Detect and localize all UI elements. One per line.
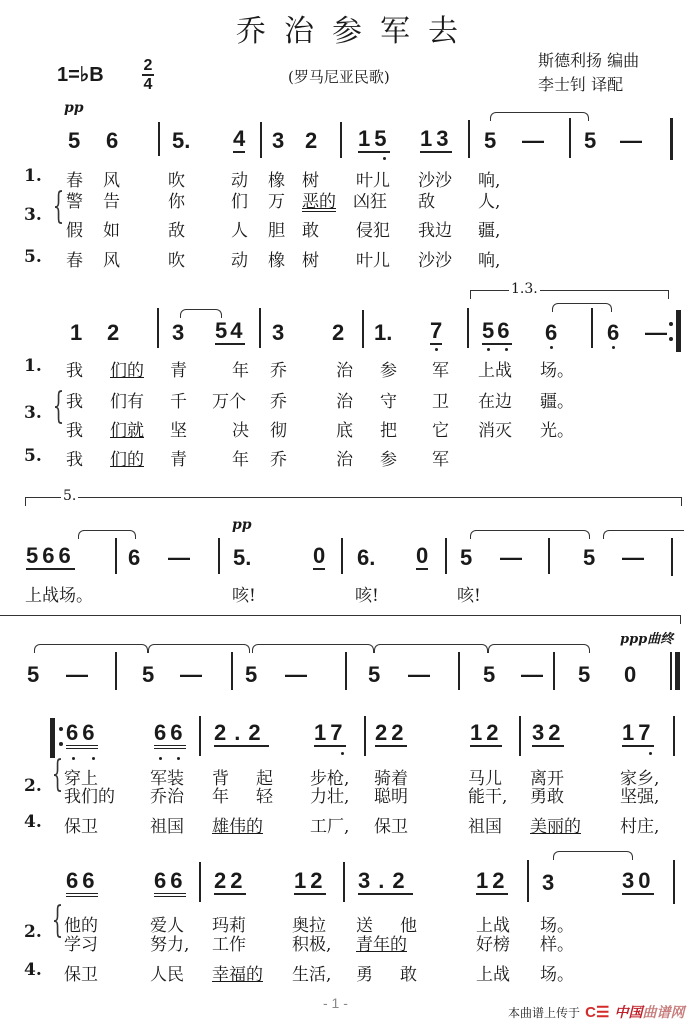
lyric: 背: [212, 769, 229, 789]
bar-line: [115, 538, 117, 574]
lyric: 把: [380, 421, 397, 441]
tie: [470, 530, 590, 539]
dash: —: [645, 320, 667, 345]
lyric: 上战: [478, 361, 512, 381]
credit-arranger: 斯德利扬 编曲: [538, 51, 640, 70]
bar-line: [670, 118, 673, 160]
lyric: 卫: [432, 392, 449, 412]
repeat-dot: [669, 337, 673, 341]
dash: —: [521, 662, 543, 687]
note: 3: [542, 870, 555, 895]
subtitle: (罗马尼亚民歌): [288, 68, 390, 86]
site-logo-text-b: 曲谱网: [642, 1004, 685, 1020]
lyric: 光。: [540, 421, 574, 441]
bar-line: [158, 122, 160, 156]
bar-line: [343, 862, 345, 902]
lyric: 敌: [418, 192, 435, 212]
lyric: 祖国: [150, 817, 184, 837]
lyric: 千: [170, 392, 187, 412]
low-octave-dot: [92, 757, 95, 760]
lyric: 在边: [478, 392, 512, 412]
bar-line: [553, 652, 555, 690]
bar-line: [569, 118, 571, 158]
verse-label: 1.: [24, 166, 42, 186]
bar-line: [673, 860, 675, 904]
lyric: 胆: [268, 221, 285, 241]
lyric: 力壮,: [310, 787, 350, 807]
note: 5: [142, 662, 155, 687]
lyric: 他: [400, 916, 417, 936]
tie: [552, 303, 612, 312]
bar-line: [519, 716, 521, 756]
time-sig-top: 2: [143, 57, 153, 74]
low-octave-dot: [341, 752, 344, 755]
credit-translator: 李士钊 译配: [538, 75, 624, 94]
bar-line: [548, 538, 550, 574]
note: 5: [583, 545, 596, 570]
note: 5: [27, 662, 40, 687]
lyric: 沙沙: [418, 171, 452, 191]
lyric: 样。: [540, 935, 574, 955]
bar-line: [345, 652, 347, 690]
lyric: 万: [268, 192, 285, 212]
lyric: 们就: [110, 421, 144, 441]
lyric: 们: [231, 192, 248, 212]
verse-label: 2.: [24, 776, 42, 796]
lyric: 积极,: [292, 935, 332, 955]
lyric: 如: [103, 221, 120, 241]
note: 7: [430, 318, 443, 343]
note: 2: [305, 128, 318, 153]
lyric: 送: [356, 916, 373, 936]
note: 0: [416, 543, 429, 568]
lyric: 参: [380, 361, 397, 381]
lyric: 祖国: [468, 817, 502, 837]
lyric: 人: [231, 221, 248, 241]
lyric: 乔治: [150, 787, 184, 807]
lyric: 军装: [150, 769, 184, 789]
lyric: 树: [302, 171, 319, 191]
dynamic-pp: pp: [232, 517, 252, 533]
lyric: 勇: [356, 965, 373, 985]
bar-line: [445, 538, 447, 574]
lyric: 美丽的: [530, 817, 581, 837]
lyric: 疆,: [478, 221, 501, 241]
low-octave-dot: [72, 757, 75, 760]
lyric: 穿上: [64, 769, 98, 789]
repeat-start-barline: [50, 718, 55, 758]
final-barline-thin: [670, 652, 672, 690]
verse-label: 4.: [24, 960, 42, 980]
lyric: 人,: [478, 192, 501, 212]
verse-label: 3.: [24, 403, 42, 423]
lyric: 努力,: [150, 935, 190, 955]
key-signature: 1=♭B: [57, 64, 104, 86]
note: 66: [154, 870, 186, 897]
low-octave-dot: [435, 348, 438, 351]
tie: [252, 644, 374, 653]
dash: —: [622, 545, 644, 570]
dash: —: [522, 128, 544, 153]
note: 5: [578, 662, 591, 687]
lyric: 吹: [168, 171, 185, 191]
note: 5.: [172, 128, 191, 153]
note: 0: [624, 662, 637, 687]
bar-line: [115, 652, 117, 690]
lyric: 敢: [302, 221, 319, 241]
lyric: 他的: [64, 916, 98, 936]
bar-line: [199, 862, 201, 902]
lyric: 家乡,: [620, 769, 660, 789]
time-sig-bottom: 4: [143, 76, 153, 93]
lyric: 万个: [212, 392, 246, 412]
brace: {: [52, 386, 65, 427]
lyric: 聪明: [374, 787, 408, 807]
lyric: 村庄,: [620, 817, 660, 837]
note: 66: [154, 722, 186, 749]
bar-line: [259, 308, 261, 348]
dash: —: [66, 662, 88, 687]
lyric: 吹: [168, 251, 185, 271]
lyric: 玛莉: [212, 916, 246, 936]
bar-line: [467, 308, 469, 348]
lyric: 马儿: [468, 769, 502, 789]
lyric: 凶狂: [353, 192, 387, 212]
lyric: 乔: [270, 450, 287, 470]
lyric: 场。: [540, 965, 574, 985]
note: 3: [272, 128, 285, 153]
bar-line: [157, 308, 159, 348]
note: 5.: [233, 545, 252, 570]
lyric: 保卫: [374, 817, 408, 837]
source-label: 本曲谱上传于: [508, 1006, 581, 1020]
note: 17: [622, 720, 655, 745]
lyric: 骑着: [374, 769, 408, 789]
lyric: 春: [66, 171, 83, 191]
low-octave-dot: [177, 757, 180, 760]
lyric: 叶儿: [356, 171, 390, 191]
lyric: 敌: [168, 221, 185, 241]
lyric: 们的: [110, 361, 144, 381]
verse-label: 3.: [24, 205, 42, 225]
lyric: 橡: [268, 251, 285, 271]
lyric: 治: [336, 450, 353, 470]
note: 22: [214, 868, 247, 893]
lyric: 场。: [540, 916, 574, 936]
low-octave-dot: [487, 348, 490, 351]
bar-line: [364, 716, 366, 756]
note: 6: [106, 128, 119, 153]
tie: [488, 644, 590, 653]
lyric: 假: [66, 221, 83, 241]
dash: —: [180, 662, 202, 687]
note: 5: [584, 128, 597, 153]
volta-bracket-1-3: [470, 281, 669, 299]
brace: {: [52, 186, 65, 227]
lyric: 告: [103, 192, 120, 212]
lyric: 敢: [400, 965, 417, 985]
low-octave-dot: [550, 346, 553, 349]
verse-label: 2.: [24, 922, 42, 942]
bar-line: [231, 652, 233, 690]
tie: [148, 644, 250, 653]
bar-line: [673, 716, 675, 756]
lyric: 学习: [64, 935, 98, 955]
lyric: 我们的: [64, 787, 115, 807]
low-octave-dot: [612, 346, 615, 349]
lyric: 响,: [478, 171, 501, 191]
lyric: 风: [103, 251, 120, 271]
lyric: 坚: [170, 421, 187, 441]
lyric: 生活,: [292, 965, 332, 985]
low-octave-dot: [505, 348, 508, 351]
lyric: 轻: [256, 787, 273, 807]
bar-line: [199, 716, 201, 756]
lyric: 决: [232, 421, 249, 441]
lyric: 乔: [270, 361, 287, 381]
lyric: 坚强,: [620, 787, 660, 807]
tie: [374, 644, 488, 653]
repeat-dot: [669, 322, 673, 326]
note: 13: [420, 126, 453, 151]
lyric: 你: [168, 192, 185, 212]
lyric: 侵犯: [356, 221, 390, 241]
lyric: 工作: [212, 935, 246, 955]
lyric: 参: [380, 450, 397, 470]
note: 12: [294, 868, 327, 893]
lyric: 军: [432, 361, 449, 381]
lyric: 保卫: [64, 965, 98, 985]
bar-line: [671, 538, 673, 576]
note: 30: [622, 868, 655, 893]
bar-line: [260, 122, 262, 158]
repeat-dot: [59, 742, 63, 746]
tie: [490, 112, 589, 121]
note: 66: [66, 722, 98, 749]
volta-label: 1.3.: [511, 281, 538, 297]
lyric: 上战: [476, 965, 510, 985]
lyric: 咳!: [355, 586, 379, 606]
note: 2: [107, 320, 120, 345]
lyric: 底: [336, 421, 353, 441]
lyric: 好榜: [476, 935, 510, 955]
lyric: 它: [432, 421, 449, 441]
volta-label: 5.: [63, 488, 77, 504]
note: 66: [66, 870, 98, 897]
bar-line: [340, 122, 342, 158]
lyric: 警: [66, 192, 83, 212]
lyric: 动: [231, 251, 248, 271]
dash: —: [620, 128, 642, 153]
note: 54: [215, 318, 246, 343]
tie: [180, 309, 222, 318]
lyric: 场。: [540, 361, 574, 381]
note: 2.2: [214, 720, 269, 745]
site-logo-text-a: 中国: [614, 1004, 643, 1020]
bar-line: [218, 538, 220, 574]
note: 56: [482, 318, 513, 343]
lyric: 们的: [110, 450, 144, 470]
dash: —: [500, 545, 522, 570]
note: 1: [70, 320, 83, 345]
repeat-dot: [59, 727, 63, 731]
repeat-end-barline: [676, 310, 681, 352]
volta-bracket-5: [25, 488, 682, 506]
lyric: 沙沙: [418, 251, 452, 271]
lyric: 年: [232, 450, 249, 470]
note: 22: [375, 720, 408, 745]
page-number: - 1 -: [323, 995, 348, 1011]
lyric: 风: [103, 171, 120, 191]
verse-label: 5.: [24, 446, 42, 466]
tie: [553, 851, 633, 860]
lyric: 离开: [530, 769, 564, 789]
brace: {: [51, 900, 64, 941]
dynamic-ppp-fine: ppp曲终: [620, 632, 674, 647]
note: 566: [26, 543, 75, 568]
note: 4: [233, 126, 246, 151]
lyric: 上战场。: [25, 586, 93, 606]
bar-line: [341, 538, 343, 574]
lyric: 军: [432, 450, 449, 470]
lyric: 恶的: [302, 192, 336, 212]
dash: —: [408, 662, 430, 687]
lyric: 我: [66, 450, 83, 470]
tie: [34, 644, 148, 653]
bar-line: [468, 120, 470, 158]
note: 6: [607, 320, 620, 345]
note: 12: [476, 868, 509, 893]
lyric: 们有: [110, 392, 144, 412]
lyric: 橡: [268, 171, 285, 191]
low-octave-dot: [159, 757, 162, 760]
note: 5: [368, 662, 381, 687]
lyric: 守: [380, 392, 397, 412]
final-barline-thick: [675, 652, 680, 690]
low-octave-dot: [649, 752, 652, 755]
note: 32: [532, 720, 565, 745]
lyric: 勇敢: [530, 787, 564, 807]
lyric: 青年的: [356, 935, 407, 955]
lyric: 消灭: [478, 421, 512, 441]
note: 3.2: [358, 868, 413, 893]
note: 0: [313, 543, 326, 568]
bar-line: [591, 308, 593, 348]
lyric: 咳!: [457, 586, 481, 606]
lyric: 工厂,: [310, 817, 350, 837]
lyric: 我: [66, 361, 83, 381]
bar-line: [458, 652, 460, 690]
lyric: 彻: [270, 421, 287, 441]
note: 12: [470, 720, 503, 745]
note: 3: [172, 320, 185, 345]
note: 5: [483, 662, 496, 687]
lyric: 疆。: [540, 392, 574, 412]
verse-label: 4.: [24, 812, 42, 832]
lyric: 奥拉: [292, 916, 326, 936]
note: 6: [128, 545, 141, 570]
note: 5: [245, 662, 258, 687]
lyric: 青: [170, 450, 187, 470]
lyric: 幸福的: [212, 965, 263, 985]
verse-label: 1.: [24, 356, 42, 376]
lyric: 我: [66, 392, 83, 412]
lyric: 叶儿: [356, 251, 390, 271]
song-title: 乔治参军去: [236, 14, 476, 49]
tie: [78, 530, 136, 539]
lyric: 爱人: [150, 916, 184, 936]
lyric: 治: [336, 361, 353, 381]
volta-bracket-continuation: [0, 615, 681, 624]
note: 6: [545, 320, 558, 345]
note: 17: [314, 720, 347, 745]
lyric: 步枪,: [310, 769, 350, 789]
dynamic-pp: pp: [64, 100, 84, 116]
lyric: 我: [66, 421, 83, 441]
lyric: 能干,: [468, 787, 508, 807]
lyric: 起: [256, 769, 273, 789]
source-credit[interactable]: [508, 1002, 684, 1022]
lyric: 青: [170, 361, 187, 381]
note: 5: [484, 128, 497, 153]
verse-label: 5.: [24, 247, 42, 267]
site-logo-icon: C☰: [585, 1004, 610, 1021]
lyric: 上战: [476, 916, 510, 936]
note: 1.: [374, 320, 393, 345]
note: 5: [460, 545, 473, 570]
lyric: 响,: [478, 251, 501, 271]
note: 15: [358, 126, 391, 151]
bar-line: [362, 310, 364, 348]
lyric: 雄伟的: [212, 817, 263, 837]
lyric: 乔: [270, 392, 287, 412]
dash: —: [285, 662, 307, 687]
time-signature: [142, 58, 154, 92]
note: 2: [332, 320, 345, 345]
lyric: 咳!: [232, 586, 256, 606]
lyric: 年: [232, 361, 249, 381]
bar-line: [527, 860, 529, 902]
lyric: 我边: [418, 221, 452, 241]
lyric: 春: [66, 251, 83, 271]
dash: —: [168, 545, 190, 570]
note: 3: [272, 320, 285, 345]
lyric: 治: [336, 392, 353, 412]
lyric: 树: [302, 251, 319, 271]
lyric: 人民: [150, 965, 184, 985]
low-octave-dot: [383, 157, 386, 160]
lyric: 动: [231, 171, 248, 191]
brace: {: [51, 754, 64, 795]
note: 6.: [357, 545, 376, 570]
note: 5: [68, 128, 81, 153]
lyric: 年: [212, 787, 229, 807]
lyric: 保卫: [64, 817, 98, 837]
